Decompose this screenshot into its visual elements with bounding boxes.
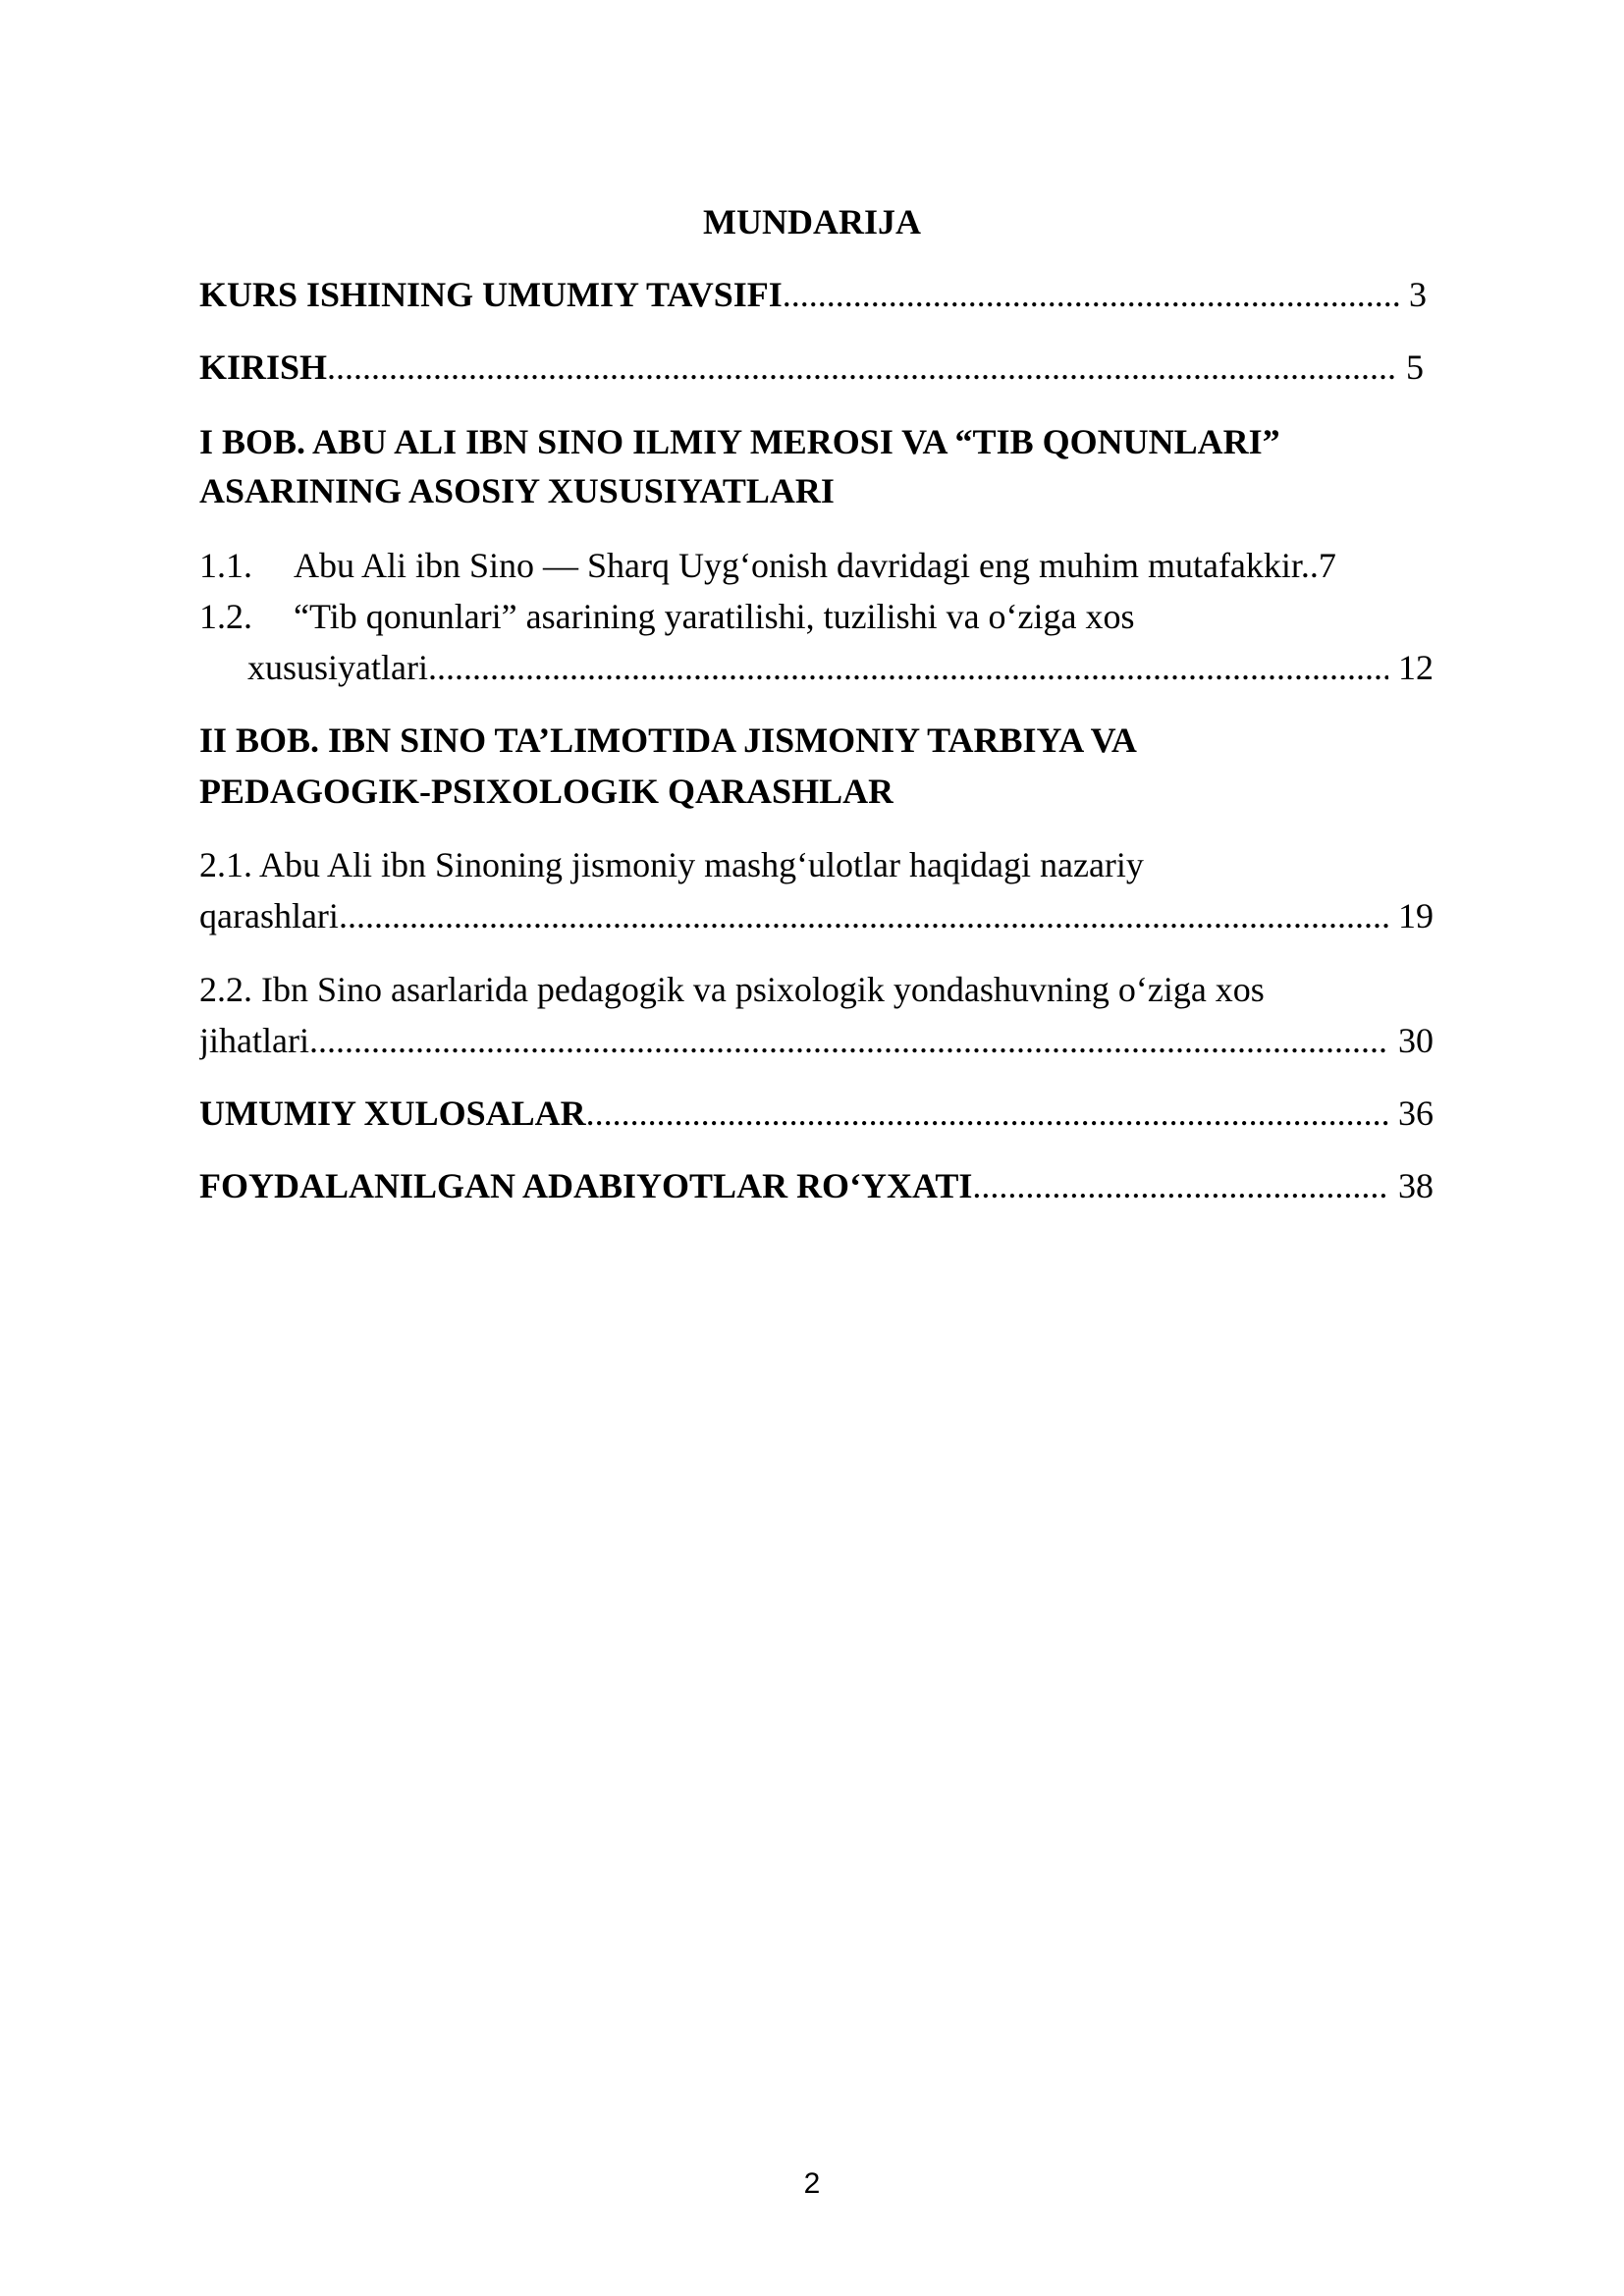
toc-chapter-2-line-2[interactable]: PEDAGOGIK-PSIXOLOGIK QARASHLAR <box>199 772 894 811</box>
toc-page-number: 3 <box>1409 275 1427 314</box>
toc-chapter-2-line-1[interactable]: II BOB. IBN SINO TA’LIMOTIDA JISMONIY TARBIYA VA <box>199 721 1137 760</box>
toc-entry-label: KURS ISHINING UMUMIY TAVSIFI <box>199 275 783 314</box>
toc-leader-dots <box>783 267 1399 322</box>
toc-section-2-2-continuation[interactable] <box>199 1013 1434 1068</box>
toc-section-number: 1.1. <box>199 546 252 585</box>
toc-section-text: “Tib qonunlari” asarining yaratilishi, tuzilishi va o‘ziga xos <box>294 597 1135 636</box>
toc-entry-label: xususiyatlari <box>247 648 428 687</box>
toc-section-2-1-continuation[interactable] <box>199 888 1434 943</box>
toc-entry-kirish[interactable] <box>199 340 1424 395</box>
toc-entry-label: jihatlari <box>199 1021 309 1060</box>
toc-leader-dots <box>309 1013 1388 1068</box>
page-number: 2 <box>803 2167 821 2200</box>
toc-leader-dots <box>428 640 1388 695</box>
toc-page-number: 38 <box>1398 1166 1434 1205</box>
toc-section-2-1[interactable]: 2.1. Abu Ali ibn Sinoning jismoniy mashg‘ulotlar haqidagi nazariy <box>199 845 1144 884</box>
toc-section-1-2[interactable] <box>199 589 1135 644</box>
toc-entry-adabiyotlar[interactable] <box>199 1158 1434 1213</box>
toc-leader-dots <box>972 1158 1388 1213</box>
toc-title: MUNDARIJA <box>703 202 921 241</box>
toc-leader-dots <box>586 1086 1388 1141</box>
toc-section-number: 1.2. <box>199 597 252 636</box>
toc-section-1-1[interactable] <box>199 538 1336 593</box>
toc-entry-label: UMUMIY XULOSALAR <box>199 1094 586 1133</box>
toc-chapter-1-line-2[interactable]: ASARINING ASOSIY XUSUSIYATLARI <box>199 471 835 510</box>
toc-leader-dots <box>327 340 1396 395</box>
toc-entry-label: KIRISH <box>199 347 328 387</box>
toc-entry-label: qarashlari <box>199 896 339 935</box>
toc-leader-dots <box>339 888 1388 943</box>
toc-page-number: 30 <box>1398 1021 1434 1060</box>
toc-entry-label: FOYDALANILGAN ADABIYOTLAR RO‘YXATI <box>199 1166 973 1205</box>
toc-entry-umumiy-tavsif[interactable] <box>199 267 1427 322</box>
toc-section-2-2[interactable]: 2.2. Ibn Sino asarlarida pedagogik va psixologik yondashuvning o‘ziga xos <box>199 970 1265 1009</box>
toc-entry-xulosalar[interactable] <box>199 1086 1434 1141</box>
toc-section-1-2-continuation[interactable] <box>247 640 1434 695</box>
toc-page-number: 12 <box>1398 648 1434 687</box>
toc-chapter-1-line-1[interactable]: I BOB. ABU ALI IBN SINO ILMIY MEROSI VA “TIB QONUNLARI” <box>199 422 1280 461</box>
toc-page-number: 36 <box>1398 1094 1434 1133</box>
toc-page-number: 19 <box>1398 896 1434 935</box>
toc-page-number: 5 <box>1406 347 1424 387</box>
toc-section-text: Abu Ali ibn Sino — Sharq Uyg‘onish davridagi eng muhim mutafakkir..7 <box>294 546 1336 585</box>
